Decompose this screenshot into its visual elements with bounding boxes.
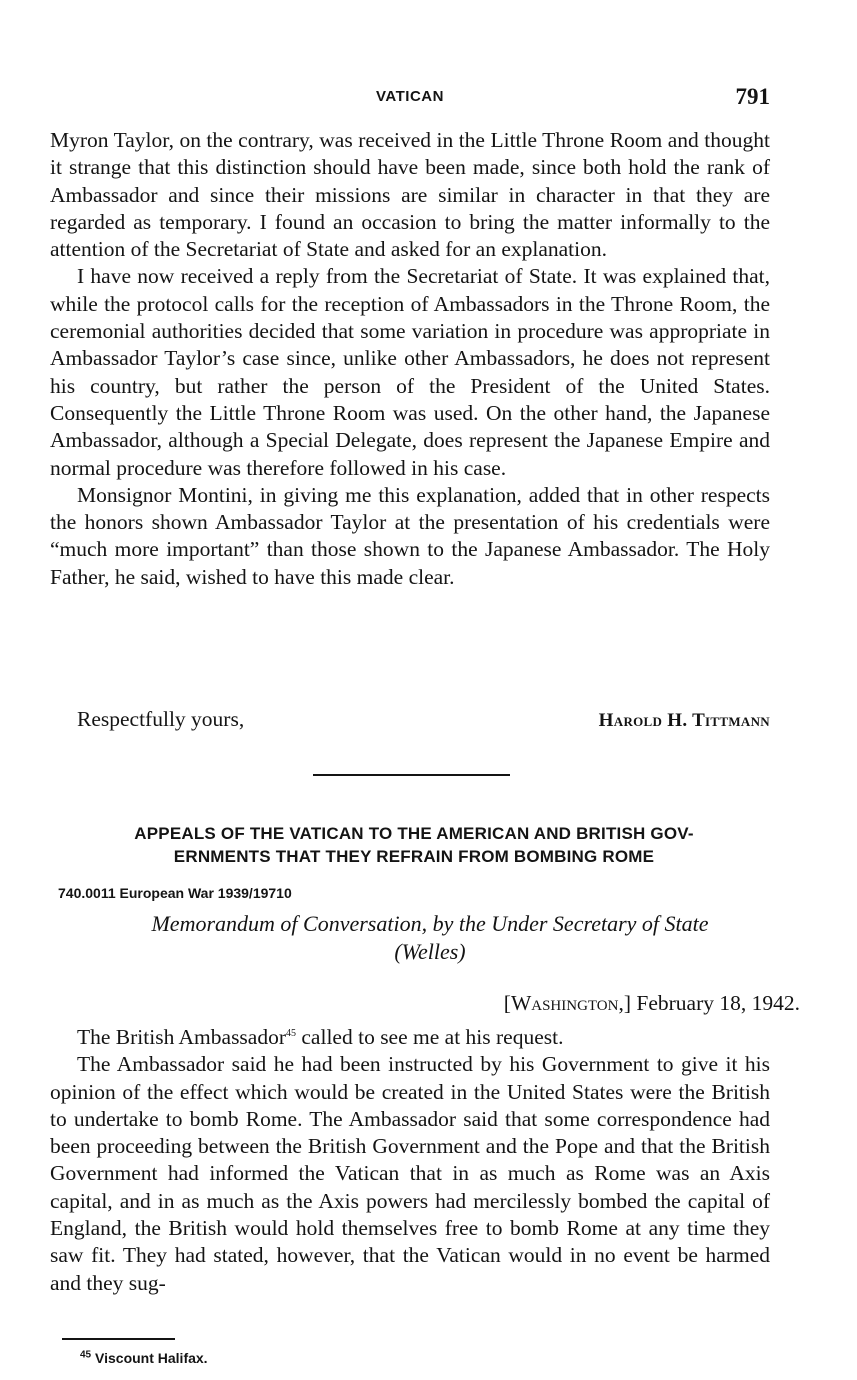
running-head <box>50 84 770 114</box>
file-number: 740.0011 European War 1939/19710 <box>58 885 292 901</box>
running-title: VATICAN <box>376 88 444 105</box>
paragraph-montini: Monsignor Montini, in giving me this explanation, added that in other respects the honors shown Ambassador Taylor at the presentation of his credentials were “much more important” than those shown to the Japanese Ambassador. The Holy Father, he said, wished to have this made clear. <box>50 482 770 589</box>
memo-body <box>50 1024 770 1297</box>
paragraph-reply: I have now received a reply from the Secretariat of State. It was explained that, while the protocol calls for the reception of Ambassadors in the Throne Room, the ceremonial authorities decided that some variation in procedure was appropriate in Ambassador Taylor’s case since, unlike other Ambassadors, he does not represent his country, but rather the person of the President of the United States. Consequently the Little Throne Room was used. On the other hand, the Japanese Ambassador, although a Special Delegate, does represent the Japanese Empire and normal procedure was therefore followed in his case. <box>50 264 770 480</box>
memo-title-line-2: (Welles) <box>394 939 466 964</box>
section-divider <box>313 774 510 776</box>
footnote-rule <box>62 1338 175 1340</box>
memo-title <box>50 910 810 966</box>
section-heading <box>50 822 778 868</box>
dateline-place: [Washington,] <box>503 991 631 1015</box>
letter-closing <box>50 707 770 737</box>
letter-body <box>50 127 770 591</box>
paragraph-text-start: The British Ambassador <box>77 1025 287 1049</box>
footnote-text: Viscount Halifax. <box>95 1350 208 1366</box>
section-heading-line-2: ERNMENTS THAT THEY REFRAIN FROM BOMBING ROME <box>173 847 655 866</box>
footnote-marker: 45 <box>80 1349 92 1361</box>
paragraph-bomb-rome: The Ambassador said he had been instructed by his Government to give it his opinion of the effect which would be created in the United States were the British to undertake to bomb Rome. The Ambassador said that some correspondence had been proceeding between the British Government and the Pope and that the British Government had informed the Vatican that in as much as Rome was an Axis capital, and in as much as the Axis powers had mercilessly bombed the capital of England, the British would hold themselves free to bomb Rome at any time they saw fit. They had stated, however, that the Vatican would in no event be harmed and they sug- <box>50 1052 770 1295</box>
signature: Harold H. Tittmann <box>598 710 770 731</box>
footnote-reference: 45 <box>286 1027 297 1039</box>
paragraph-continued: Myron Taylor, on the contrary, was received in the Little Throne Room and thought it strange that this distinction should have been made, since both hold the rank of Ambassador and since their missions are similar in character in that they are regarded as temporary. I found an occasion to bring the matter informally to the attention of the Secretariat of State and asked for an explanation. <box>50 128 770 262</box>
dateline <box>504 991 800 1016</box>
paragraph-text-end: called to see me at his request. <box>296 1025 564 1049</box>
memo-title-line-1: Memorandum of Conversation, by the Under Secretary of State <box>151 911 709 936</box>
complimentary-close: Respectfully yours, <box>77 707 245 731</box>
section-heading-line-1: APPEALS OF THE VATICAN TO THE AMERICAN AND BRITISH GOV- <box>134 824 694 843</box>
page-number: 791 <box>735 84 770 109</box>
dateline-date: February 18, 1942. <box>636 991 800 1015</box>
paragraph-ambassador-visit <box>50 1024 770 1051</box>
footnote <box>80 1350 208 1366</box>
